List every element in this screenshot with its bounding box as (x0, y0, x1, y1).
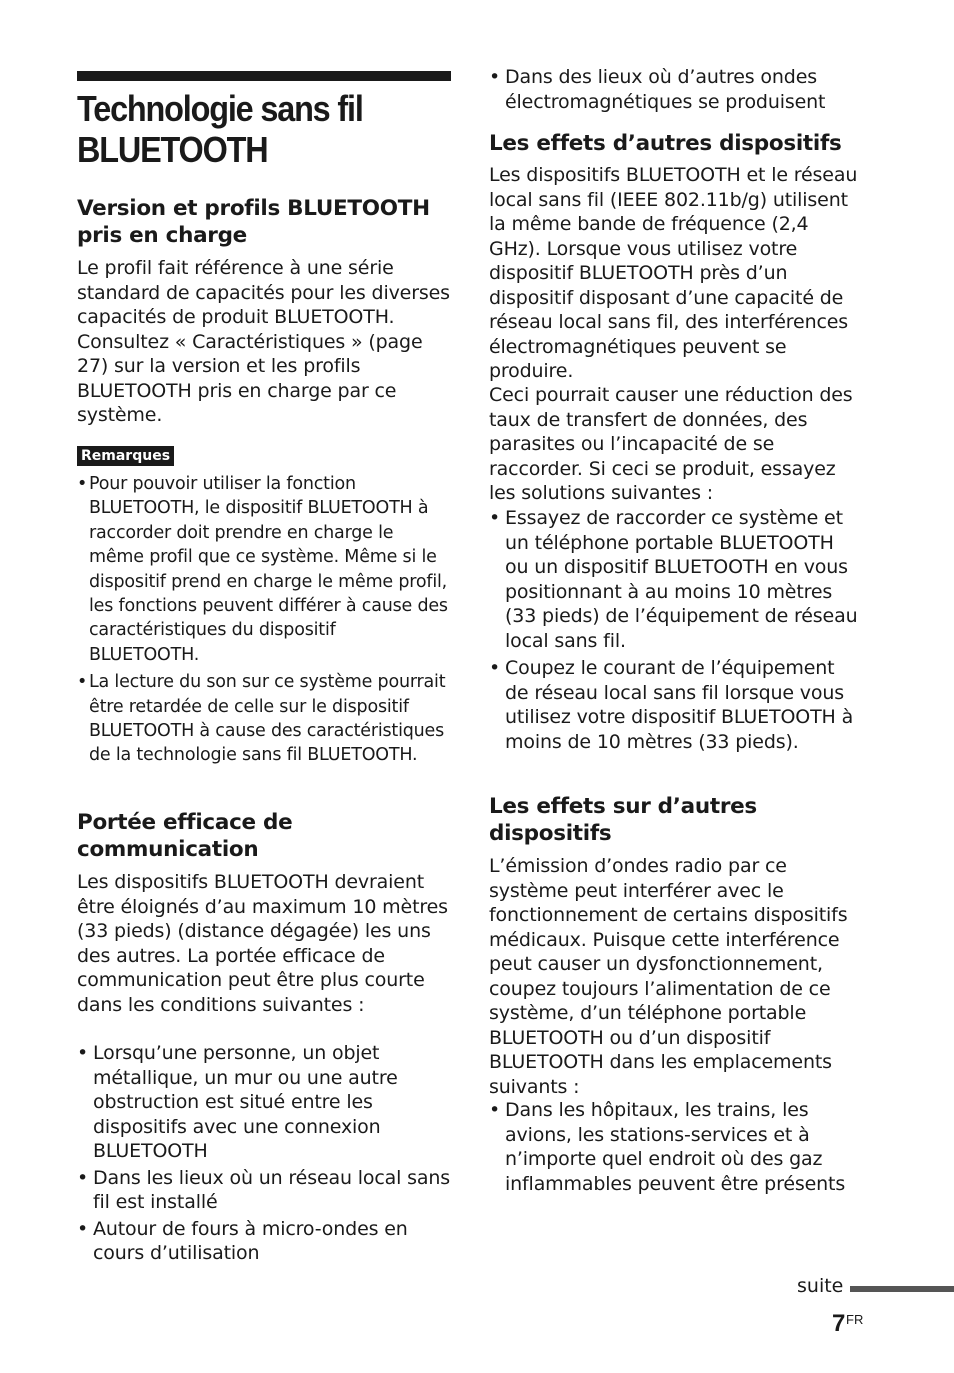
page-title: Technologie sans fil BLUETOOTH (77, 88, 363, 170)
range-text: Les dispositifs BLUETOOTH devraient être éloignés d’au maximum 10 mètres (33 pieds) (distance dégagée) les uns des autres. La portée efficace de communication peut être plus courte dans les conditions suivantes : (77, 871, 448, 1016)
notes-tag: Remarques (77, 446, 174, 466)
list-item: • Lorsqu’une personne, un objet métallique, un mur ou une autre obstruction est situé entre les dispositifs avec une connexion BLUETOOTH (77, 1042, 398, 1162)
version-heading: Version et profils BLUETOOTH pris en charge (77, 196, 430, 248)
effects-other-heading: Les effets d’autres dispositifs (489, 131, 842, 156)
effects-on-text: L’émission d’ondes radio par ce système peut interférer avec le fonctionnement de certains dispositifs médicaux. Puisque cette interférence peut causer un dysfonctionnement, coupez toujours l’alimentation de ce système, d’un téléphone portable BLUETOOTH ou d’un dispositif BLUETOOTH dans les emplacements suivants : (489, 855, 848, 1098)
continued-label: suite (797, 1275, 844, 1297)
page-number: 7 (832, 1310, 846, 1337)
effects-other-text: Les dispositifs BLUETOOTH et le réseau local sans fil (IEEE 802.11b/g) utilisent la même bande de fréquence (2,4 GHz). Lorsque vous utilisez votre dispositif BLUETOOTH près d’un dispositif disposant d’une capacité de réseau local sans fil, des interférences électromagnétiques peuvent se produire. (489, 164, 858, 382)
note-item: • Pour pouvoir utiliser la fonction BLUETOOTH, le dispositif BLUETOOTH à raccorder doit prendre en charge le même profil que ce système. Même si le dispositif prend en charge le même profil, les fonctions peuvent différer à cause des caractéristiques du dispositif BLUETOOTH. (77, 474, 448, 665)
range-conditions-list (77, 1041, 451, 1266)
range-heading: Portée efficace de communication (77, 810, 293, 862)
notes-list (77, 472, 451, 768)
effects-on-heading: Les effets sur d’autres dispositifs (489, 794, 757, 846)
list-item: • Dans les hôpitaux, les trains, les avions, les stations-services et à n’importe quel endroit où des gaz inflammables peuvent être présents (489, 1099, 846, 1195)
title-rule (77, 71, 451, 81)
notes-label (77, 445, 174, 466)
locations-list (489, 1098, 861, 1196)
version-text: Le profil fait référence à une série standard de capacités pour les diverses capacités de produit BLUETOOTH. Consultez « Caractéristiques » (page 27) sur la version et les profils BLUETOOTH pris en charge par ce système. (77, 257, 450, 426)
effects-other-text-2: Ceci pourrait causer une réduction des taux de transfert de données, des parasites ou l’incapacité de se raccorder. Si ceci se produit, essayez les solutions suivantes : (489, 384, 853, 504)
note-item: • La lecture du son sur ce système pourrait être retardée de celle sur le dispositif BLUETOOTH à cause des caractéristiques de la technologie sans fil BLUETOOTH. (77, 672, 446, 766)
solutions-list (489, 506, 861, 754)
list-item: • Dans les lieux où un réseau local sans fil est installé (77, 1166, 451, 1213)
list-item: • Autour de fours à micro-ondes en cours d’utilisation (77, 1217, 408, 1264)
page-language-suffix: FR (846, 1312, 864, 1327)
list-item: • Dans des lieux où d’autres ondes électromagnétiques se produisent (489, 66, 826, 113)
list-item: • Essayez de raccorder ce système et un téléphone portable BLUETOOTH ou un dispositif BLUETOOTH en vous positionnant à au moins 10 mètres (33 pieds) de l’équipement de réseau local sans fil. (489, 507, 858, 652)
continued-bar (850, 1286, 954, 1292)
list-item: • Coupez le courant de l’équipement de réseau local sans fil lorsque vous utilisez votre dispositif BLUETOOTH à moins de 10 mètres (33 pieds). (489, 657, 854, 753)
continued-list (489, 65, 861, 114)
